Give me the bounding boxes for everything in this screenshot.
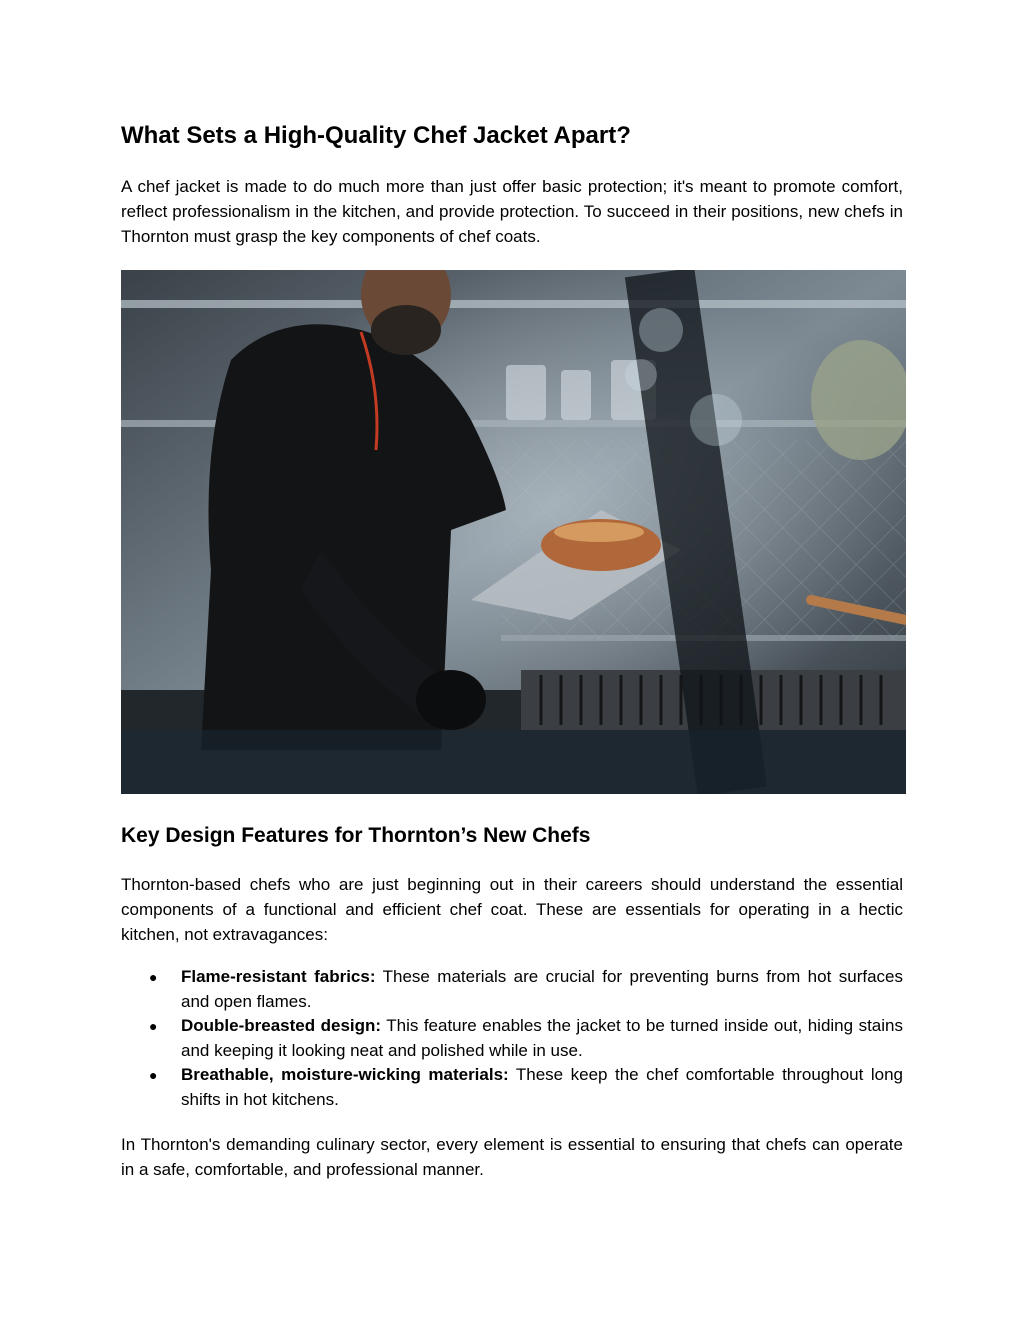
- feature-term: Flame-resistant fabrics:: [181, 967, 376, 986]
- intro-paragraph: A chef jacket is made to do much more than just offer basic protection; it's meant to promote comfort, reflect professionalism in the kitchen, and provide protection. To succeed in their positions, new chefs in Thornton must grasp the key components of chef coats.: [121, 177, 903, 246]
- feature-description: These keep the chef comfortable throughout long shifts in hot kitchens.: [181, 1065, 903, 1109]
- chef-kitchen-photo: [121, 270, 906, 794]
- bullet-icon: ●: [149, 1018, 158, 1034]
- feature-description: This feature enables the jacket to be turned inside out, hiding stains and keeping it looking neat and polished while in use.: [181, 1016, 903, 1060]
- closing-paragraph: In Thornton's demanding culinary sector, every element is essential to ensuring that chefs can operate in a safe, comfortable, and professional manner.: [121, 1135, 903, 1179]
- feature-term: Double-breasted design:: [181, 1016, 382, 1035]
- bullet-icon: ●: [149, 969, 158, 985]
- feature-description: These materials are crucial for preventing burns from hot surfaces and open flames.: [181, 967, 903, 1011]
- list-item: [121, 1014, 903, 1063]
- page-title: What Sets a High-Quality Chef Jacket Apart?: [121, 122, 631, 149]
- bullet-icon: ●: [149, 1067, 158, 1083]
- list-item: [121, 1063, 903, 1112]
- list-item: [121, 965, 903, 1014]
- features-list: [121, 965, 903, 1112]
- section-heading: Key Design Features for Thornton’s New Chefs: [121, 824, 591, 847]
- feature-term: Breathable, moisture-wicking materials:: [181, 1065, 509, 1084]
- section-intro-paragraph: Thornton-based chefs who are just beginning out in their careers should understand the essential components of a functional and efficient chef coat. These are essentials for operating in a hectic kitchen, not extravagances:: [121, 875, 903, 944]
